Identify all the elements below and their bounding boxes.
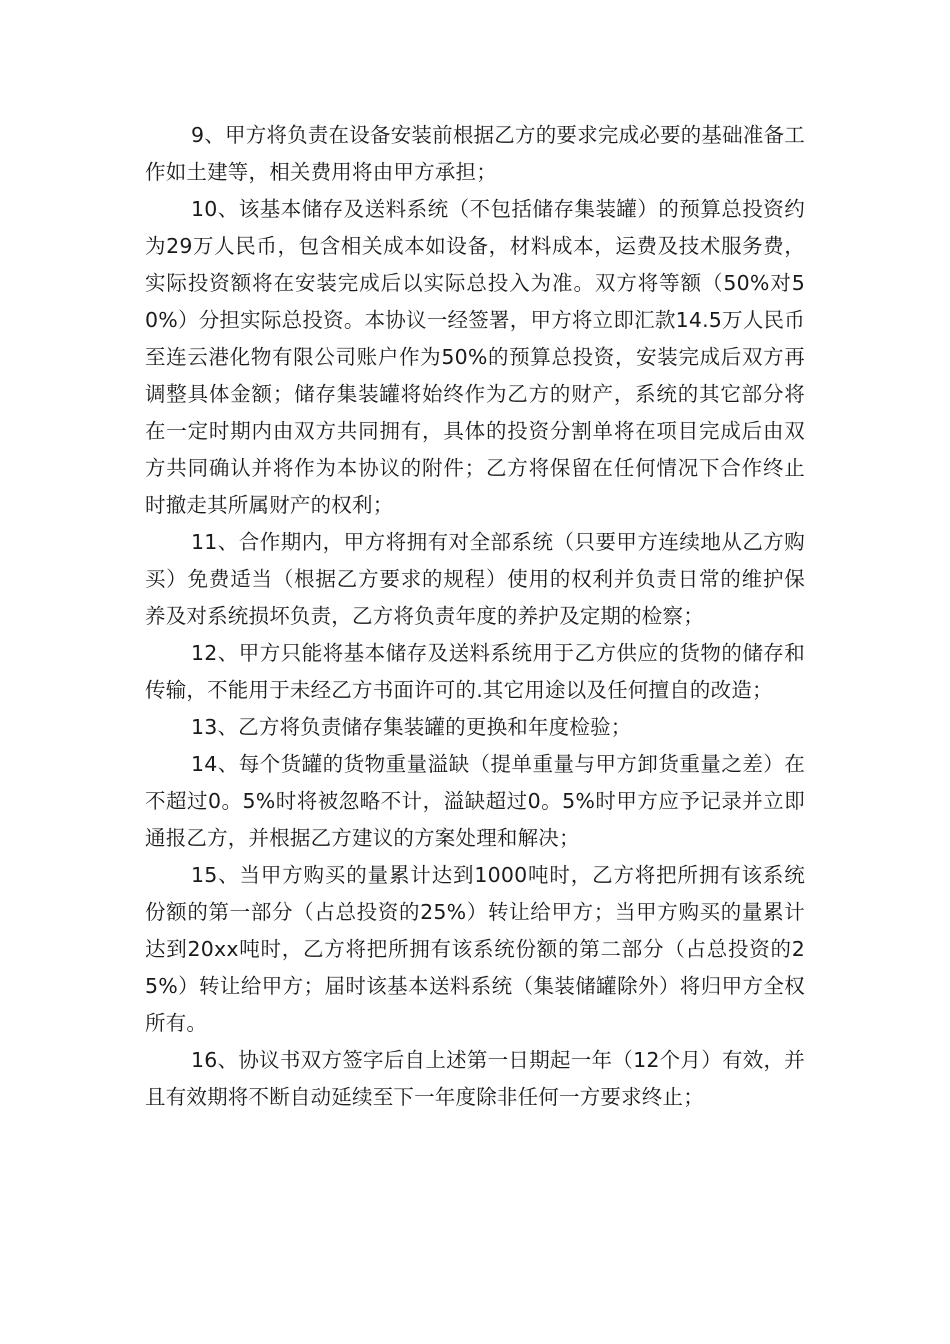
clause-15: 15、当甲方购买的量累计达到1000吨时，乙方将把所拥有该系统份额的第一部分（占总投资的25%）转让给甲方；当甲方购买的量累计达到20xx吨时，乙方将把所拥有该系统份额的第二部分（占总投资的25%）转让给甲方；届时该基本送料系统（集装储罐除外）将归甲方全权所有。 — [145, 863, 805, 1035]
clause-9: 9、甲方将负责在设备安装前根据乙方的要求完成必要的基础准备工作如土建等，相关费用将由甲方承担； — [145, 123, 805, 184]
clause-10: 10、该基本储存及送料系统（不包括储存集装罐）的预算总投资约为29万人民币，包含相关成本如设备，材料成本，运费及技术服务费，实际投资额将在安装完成后以实际总投入为准。双方将等额（50%对50%）分担实际总投资。本协议一经签署，甲方将立即汇款14.5万人民币至连云港化物有限公司账户作为50%的预算总投资，安装完成后双方再调整具体金额；储存集装罐将始终作为乙方的财产，系统的其它部分将在一定时期内由双方共同拥有，具体的投资分割单将在项目完成后由双方共同确认并将作为本协议的附件；乙方将保留在任何情况下合作终止时撤走其所属财产的权利； — [145, 197, 805, 517]
clause-13: 13、乙方将负责储存集装罐的更换和年度检验； — [191, 715, 632, 739]
clause-11: 11、合作期内，甲方将拥有对全部系统（只要甲方连续地从乙方购买）免费适当（根据乙方要求的规程）使用的权利并负责日常的维护保养及对系统损坏负责，乙方将负责年度的养护及定期的检察； — [145, 530, 805, 628]
clause-16: 16、协议书双方签字后自上述第一日期起一年（12个月）有效，并且有效期将不断自动延续至下一年度除非任何一方要求终止； — [145, 1048, 805, 1109]
clause-12: 12、甲方只能将基本储存及送料系统用于乙方供应的货物的储存和传输，不能用于未经乙方书面许可的.其它用途以及任何擅自的改造； — [145, 641, 805, 702]
clause-14: 14、每个货罐的货物重量溢缺（提单重量与甲方卸货重量之差）在不超过0。5%时将被忽略不计，溢缺超过0。5%时甲方应予记录并立即通报乙方，并根据乙方建议的方案处理和解决； — [145, 752, 805, 850]
document-body — [145, 117, 805, 1116]
